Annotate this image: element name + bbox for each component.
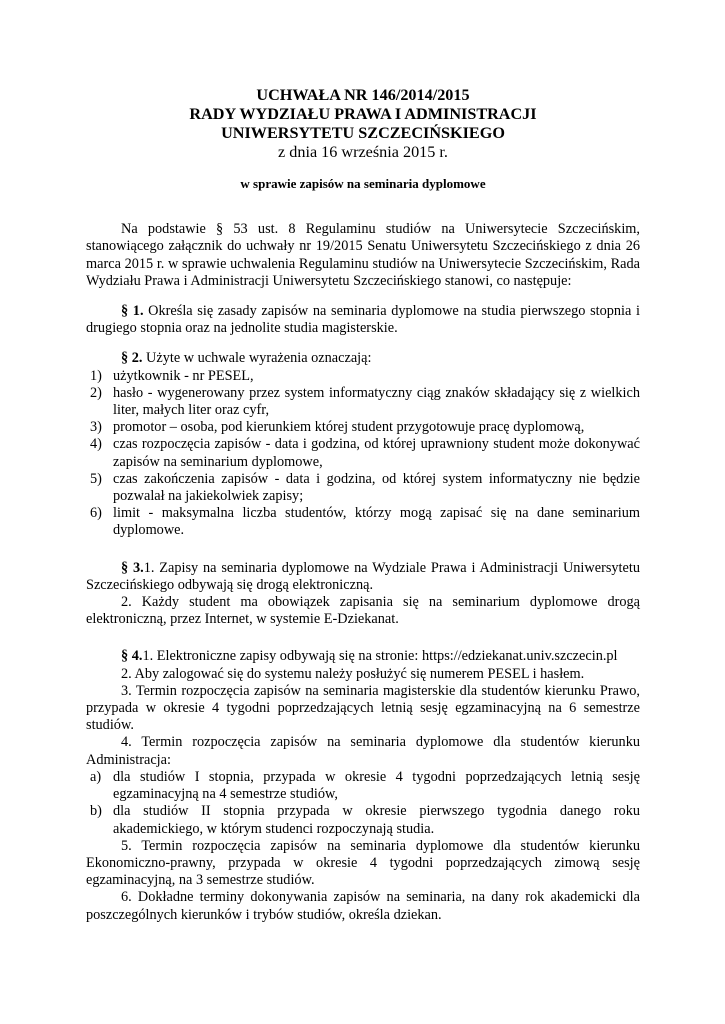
- section-2-mark: § 2.: [121, 350, 143, 367]
- list-item-number: 2): [90, 384, 102, 401]
- section-3-mark: § 3.: [121, 559, 144, 576]
- section-4-par-1-text: 1. Elektroniczne zapisy odbywają się na stronie: https://edziekanat.univ.szczecin.pl: [142, 648, 618, 665]
- section-4: [86, 648, 640, 923]
- list-item-text: dla studiów I stopnia, przypada w okresie 4 tygodni poprzedzających letnią sesję egzaminacyjną na 4 semestrze studiów,: [113, 768, 640, 803]
- section-3-par-2: 2. Każdy student ma obowiązek zapisania się na seminarium dyplomowe drogą elektroniczną, przez Internet, w systemie E-Dziekanat.: [86, 594, 640, 628]
- section-3-par-1-text: 1. Zapisy na seminaria dyplomowe na Wydziale Prawa i Administracji Uniwersytetu Szczecińskiego odbywają się drogą elektroniczną.: [86, 559, 640, 593]
- resolution-subject: w sprawie zapisów na seminaria dyplomowe: [240, 176, 486, 191]
- list-item: [86, 368, 640, 385]
- list-item: [86, 769, 640, 803]
- section-3-par-1: [86, 560, 640, 594]
- section-4-mark: § 4.: [121, 648, 143, 665]
- section-3: [86, 560, 640, 629]
- list-item-text: hasło - wygenerowany przez system informatyczny ciąg znaków składający się z wielkich liter, małych liter oraz cyfr,: [113, 384, 640, 419]
- council-name: RADY WYDZIAŁU PRAWA I ADMINISTRACJI: [189, 105, 537, 123]
- list-item-text: promotor – osoba, pod kierunkiem której student przygotowuje pracę dyplomową,: [113, 419, 585, 436]
- administration-list: [86, 769, 640, 838]
- list-item-number: 1): [90, 367, 102, 384]
- section-2: [86, 350, 640, 539]
- section-4-par-5: 5. Termin rozpoczęcia zapisów na seminaria dyplomowe dla studentów kierunku Ekonomiczno-prawny, przypada w okresie 4 tygodni poprzedzających zimową sesję egzaminacyjną, na 3 semestrze studiów.: [86, 837, 640, 889]
- list-item: [86, 471, 640, 505]
- section-4-par-6: 6. Dokładne terminy dokonywania zapisów na seminaria, na dany rok akademicki dla poszczególnych kierunków i trybów studiów, określa dziekan.: [86, 889, 640, 923]
- list-item-number: 5): [90, 470, 102, 487]
- section-2-intro: [86, 350, 640, 367]
- university-name: UNIWERSYTETU SZCZECIŃSKIEGO: [221, 124, 505, 142]
- preamble: Na podstawie § 53 ust. 8 Regulaminu studiów na Uniwersytecie Szczecińskim, stanowiącego załącznik do uchwały nr 19/2015 Senatu Uniwersytetu Szczecińskiego z dnia 26 marca 2015 r. w sprawie uchwalenia Regulaminu studiów na Uniwersytecie Szczecińskim, Rada Wydziału Prawa i Administracji Uniwersytetu Szczecińskiego stanowi, co następuje:: [86, 221, 640, 289]
- section-4-par-2: 2. Aby zalogować się do systemu należy posłużyć się numerem PESEL i hasłem.: [121, 665, 585, 682]
- list-item-text: limit - maksymalna liczba studentów, którzy mogą zapisać się na dane seminarium dyplomowe.: [113, 505, 640, 539]
- list-item-number: 4): [90, 436, 102, 453]
- list-item: [86, 803, 640, 837]
- section-4-par-1: [86, 648, 640, 665]
- section-4-par-3: 3. Termin rozpoczęcia zapisów na seminaria magisterskie dla studentów kierunku Prawo, przypada w okresie 4 tygodni poprzedzających letnią sesję egzaminacyjną na 6 semestrze studiów.: [86, 682, 640, 734]
- list-item-text: czas zakończenia zapisów - data i godzina, od której system informatyczny nie będzie pozwalał na jakiekolwiek zapisy;: [113, 470, 640, 505]
- resolution-date: z dnia 16 września 2015 r.: [278, 143, 448, 161]
- list-item-number: 3): [90, 419, 102, 436]
- section-1-mark: § 1.: [121, 303, 144, 320]
- section-1-text: Określa się zasady zapisów na seminaria dyplomowe na studia pierwszego stopnia i drugiego stopnia oraz na jednolite studia magisterskie.: [86, 303, 640, 337]
- list-item: [86, 436, 640, 470]
- list-item-letter: a): [90, 768, 102, 785]
- section-1: [86, 303, 640, 337]
- definitions-list: [86, 368, 640, 540]
- list-item: [86, 505, 640, 539]
- list-item-number: 6): [90, 505, 102, 522]
- list-item: [86, 419, 640, 436]
- document-page: [86, 86, 640, 924]
- list-item-text: użytkownik - nr PESEL,: [113, 367, 254, 384]
- resolution-number: UCHWAŁA NR 146/2014/2015: [256, 86, 470, 104]
- section-4-par-4: 4. Termin rozpoczęcia zapisów na seminaria dyplomowe dla studentów kierunku Administracja:: [86, 734, 640, 768]
- list-item: [86, 385, 640, 419]
- section-2-intro-text: Użyte w uchwale wyrażenia oznaczają:: [142, 350, 372, 367]
- list-item-letter: b): [90, 803, 102, 820]
- list-item-text: czas rozpoczęcia zapisów - data i godzina, od której uprawniony student może dokonywać zapisów na seminarium dyplomowe,: [113, 436, 640, 470]
- list-item-text: dla studiów II stopnia przypada w okresie pierwszego tygodnia danego roku akademickiego, w którym studenci rozpoczynają studia.: [113, 803, 640, 837]
